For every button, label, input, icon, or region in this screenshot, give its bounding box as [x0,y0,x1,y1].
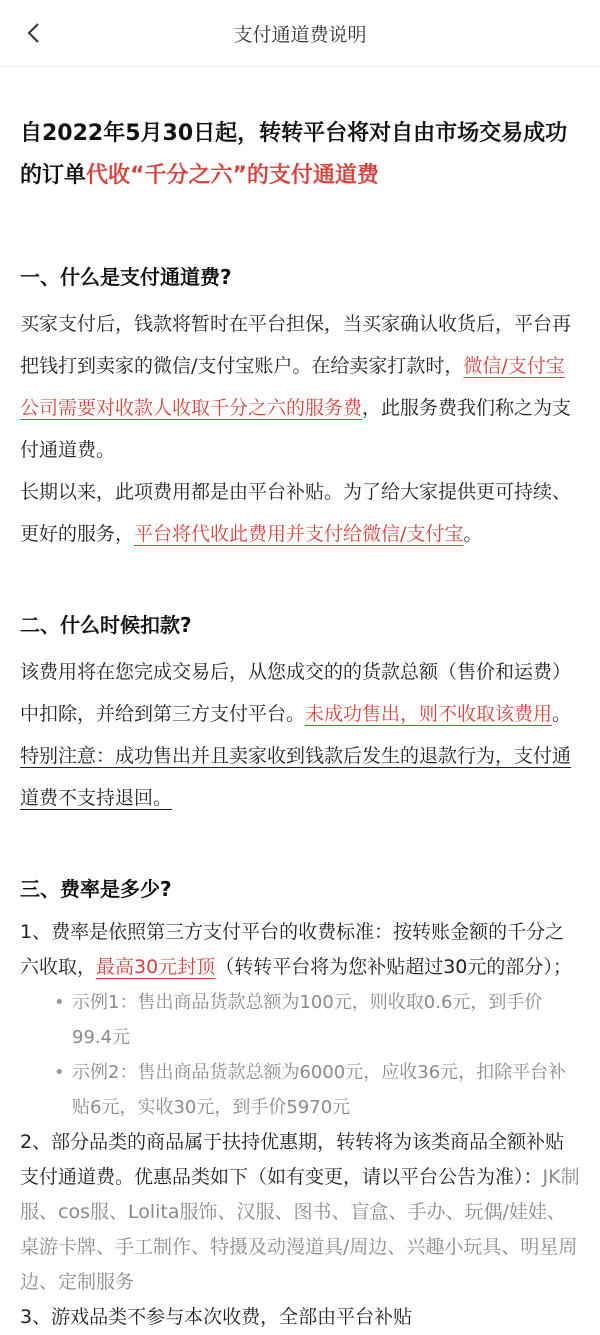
headline-red-text: 代收“千分之六”的支付通道费 [86,163,379,188]
paragraph-text: （转转平台将为您补贴超过30元的部分）； [215,956,572,978]
underlined-highlight: 微信/支付宝公司需要对收款人收取千分之六的服务费 [20,355,565,419]
paragraph [20,303,580,471]
rate-item-1 [20,915,580,985]
example-item: • 示例1：售出商品货款总额为100元，则收取0.6元，到手价99.4元 [54,985,580,1055]
paragraph-text: 。 [463,523,483,545]
category-list-text: JK制服、cos服、Lolita服饰、汉服、图书、盲盒、手办、玩偶/娃娃、桌游卡牌、手工制作、特摄及动漫道具/周边、兴趣小玩具、明星周边、定制服务 [20,1166,580,1293]
article-content [0,67,600,1335]
paragraph-text: 该费用将在您完成交易后，从您成交的的货款总额（售价和运费）中扣除，并给到第三方支付平台。 [20,661,572,725]
underlined-highlight: 最高30元封顶 [96,956,216,978]
section-heading: 二、什么时候扣款? [20,613,192,637]
special-note [20,735,580,819]
rate-item-3: 3、游戏品类不参与本次收费，全部由平台补贴 [20,1306,413,1328]
section-heading: 三、费率是多少? [20,877,172,901]
example-item: • 示例2：售出商品货款总额为6000元，应收36元，扣除平台补贴6元，实收30元，到手价5970元 [54,1055,580,1125]
paragraph-text: 2、部分品类的商品属于扶持优惠期，转转将为该类商品全额补贴支付通道费。优惠品类如下（如有变更，请以平台公告为准）： [20,1131,565,1188]
section-when [20,607,580,819]
example-list [20,985,580,1125]
paragraph-text: 1、费率是依照第三方支付平台的收费标准：按转账金额的千分之六收取， [20,921,565,978]
headline-text: 自2022年5月30日起，转转平台将对自由市场交易成功的订单 [20,121,568,188]
underlined-highlight: 未成功售出，则不收取该费用 [305,703,553,725]
underlined-highlight: 平台将代收此费用并支付给微信/支付宝 [134,523,464,545]
special-note-text: 特别注意：成功售出并且卖家收到钱款后发生的退款行为，支付通道费不支持退回。 [20,745,572,809]
paragraph [20,471,580,555]
paragraph-text: 买家支付后，钱款将暂时在平台担保，当买家确认收货后，平台再把钱打到卖家的微信/支付宝账户。在给卖家打款时， [20,313,572,377]
nav-bar [0,0,600,67]
paragraph-text: 长期以来，此项费用都是由平台补贴。为了给大家提供更可持续、更好的服务， [20,481,572,545]
page-title: 支付通道费说明 [233,24,367,46]
rate-item-2 [20,1125,580,1300]
paragraph-text: 。 [552,703,572,725]
section-rate [20,871,580,1335]
section-what [20,259,580,555]
paragraph-text: ，此服务费我们称之为支付通道费。 [20,397,572,461]
paragraph [20,651,580,735]
headline [20,113,580,197]
section-heading: 一、什么是支付通道费? [20,265,232,289]
